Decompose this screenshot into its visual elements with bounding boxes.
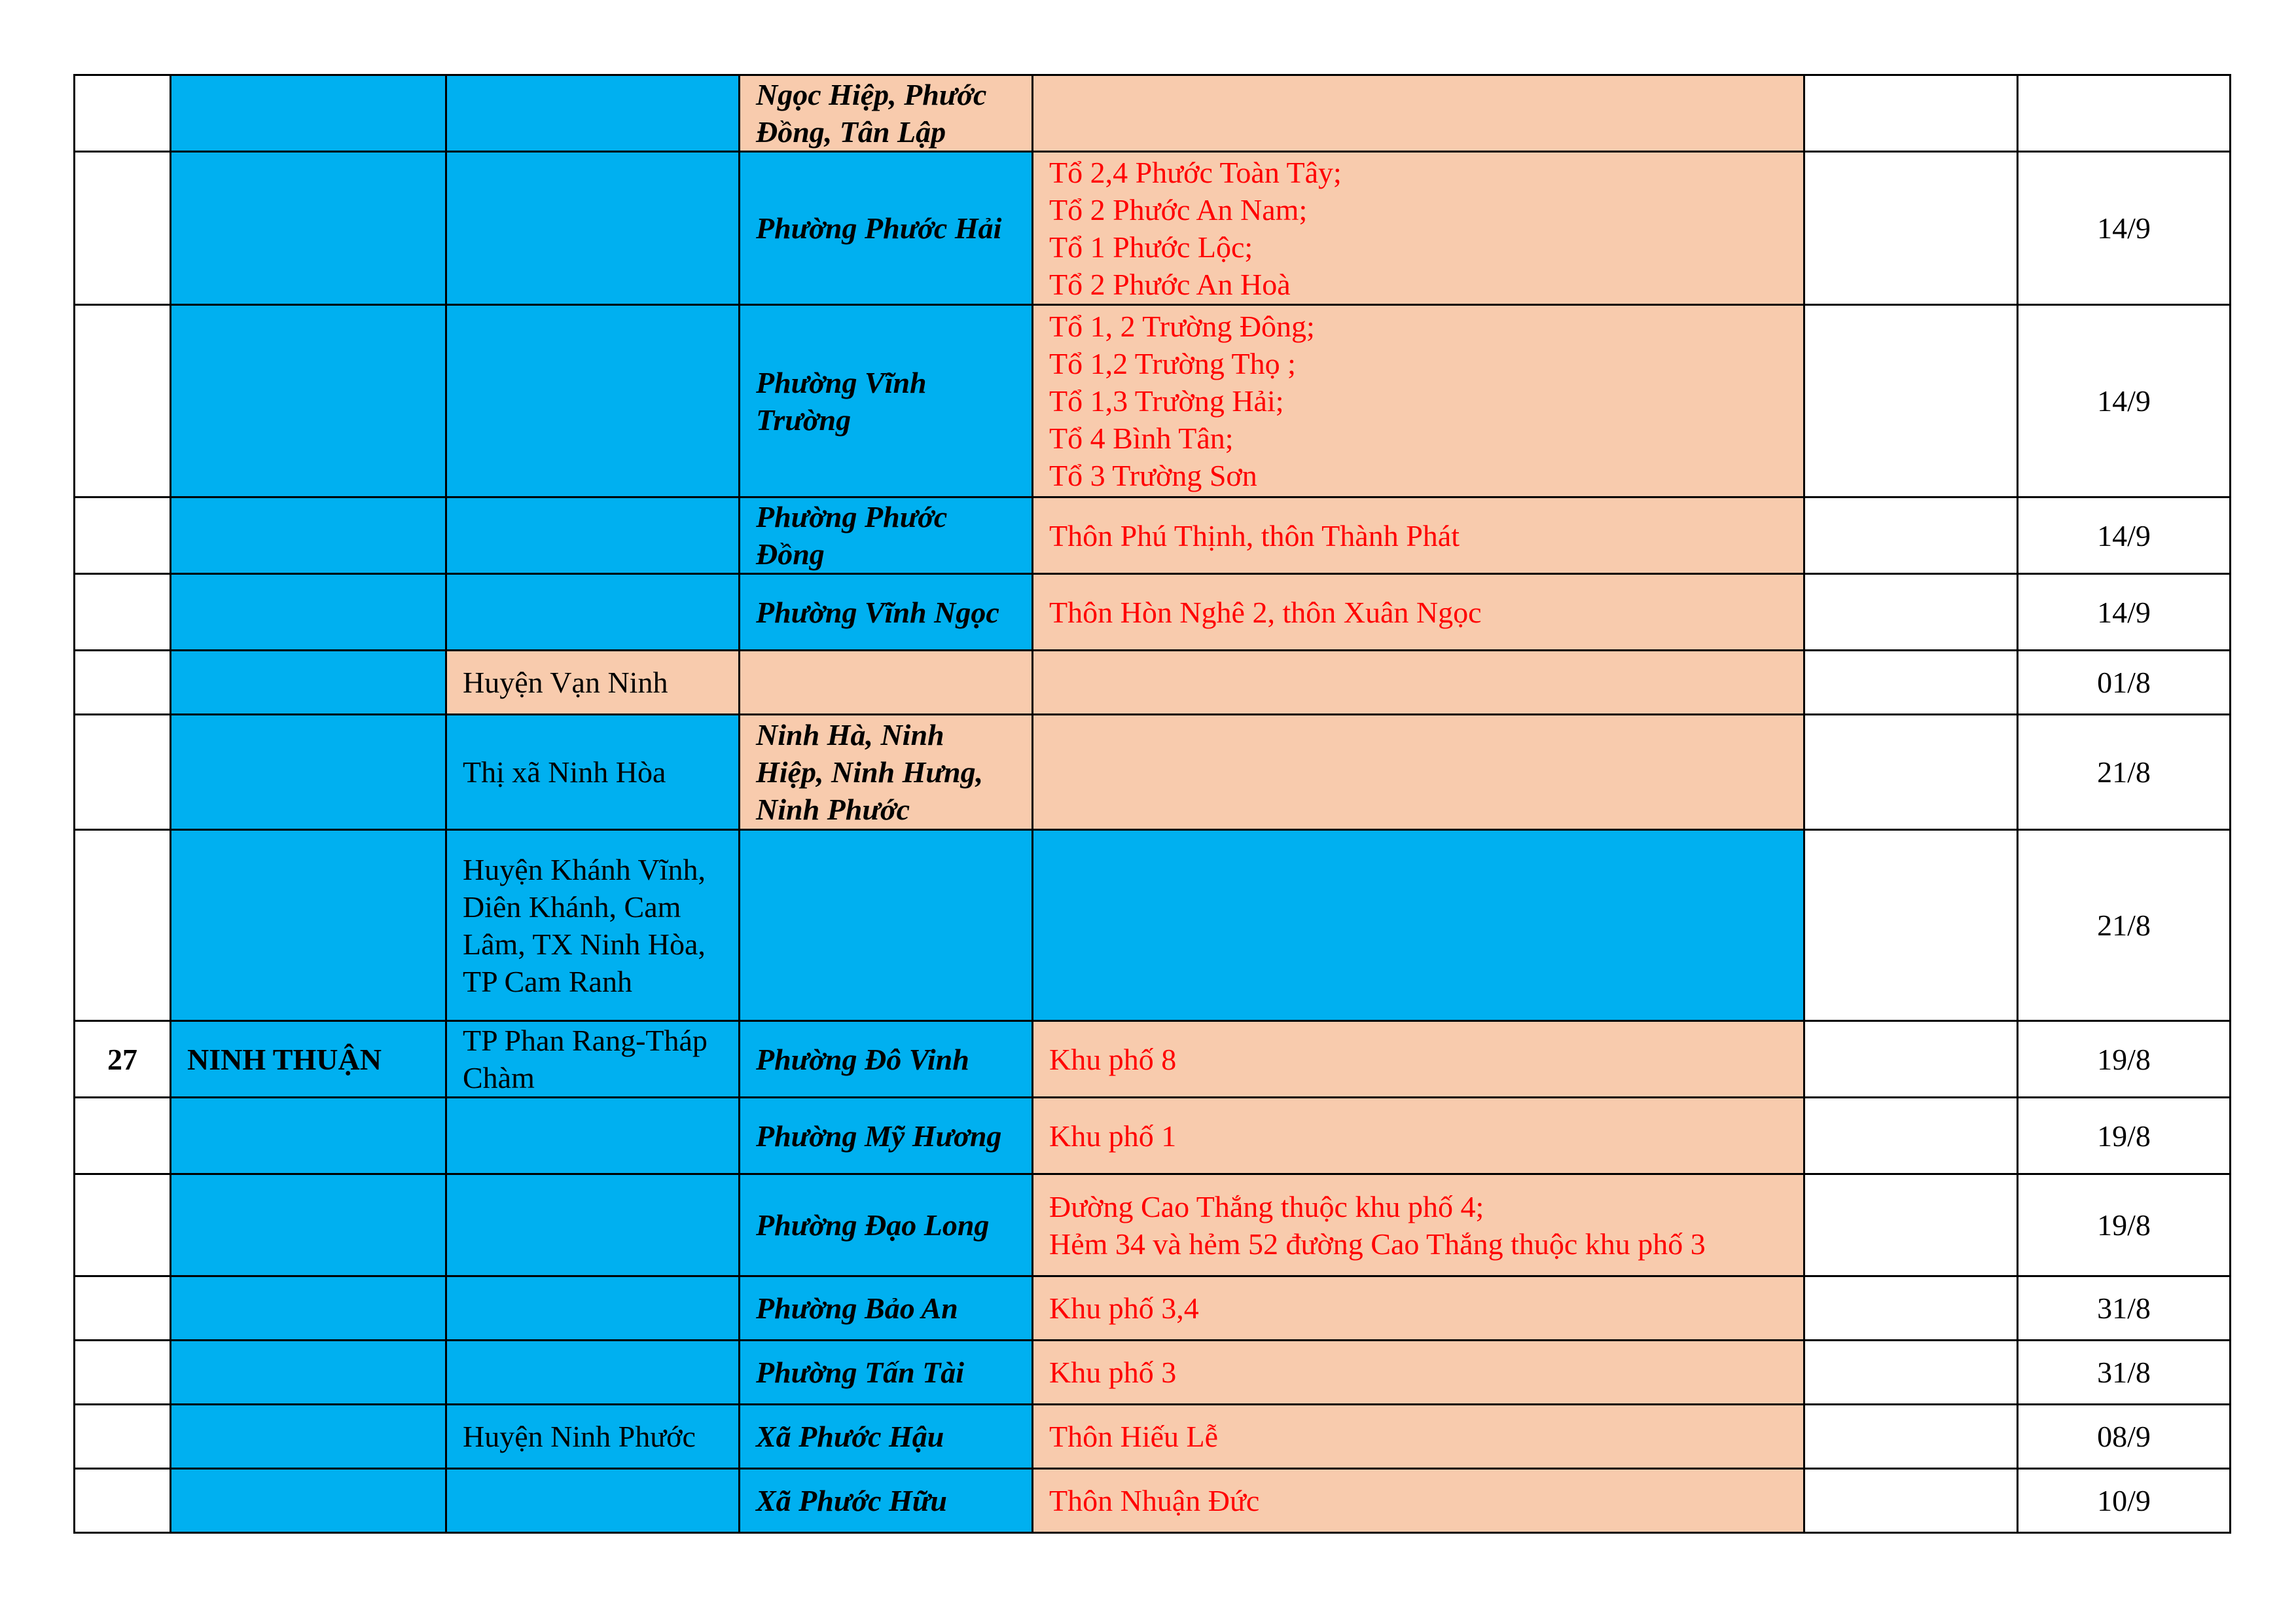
table-row: [75, 651, 2231, 715]
area-line: Thôn Hiếu Lễ: [1049, 1420, 1219, 1453]
district-cell: [446, 305, 740, 497]
stt-cell: [75, 1174, 171, 1276]
table-row: [75, 830, 2231, 1021]
table-row: [75, 1405, 2231, 1469]
table-row: [75, 75, 2231, 152]
area-cell: [1033, 1174, 1804, 1276]
district-cell: TP Phan Rang-Tháp Chàm: [446, 1021, 740, 1098]
province-cell: [171, 1341, 446, 1405]
district-cell: [446, 574, 740, 651]
stt-cell: [75, 1098, 171, 1174]
date-cell: 08/9: [2018, 1405, 2231, 1469]
district-cell: [446, 1341, 740, 1405]
area-line: Tổ 2 Phước An Hoà: [1049, 267, 1291, 301]
outbreak-area-table: [73, 74, 2231, 1534]
ward-cell: Xã Phước Hậu: [740, 1405, 1033, 1469]
province-cell: [171, 152, 446, 305]
blank-cell: [1804, 1174, 2018, 1276]
area-cell: [1033, 574, 1804, 651]
date-cell: 21/8: [2018, 830, 2231, 1021]
area-cell: [1033, 75, 1804, 152]
province-cell: [171, 1405, 446, 1469]
date-cell: 19/8: [2018, 1098, 2231, 1174]
stt-cell: [75, 1469, 171, 1533]
table-row: [75, 574, 2231, 651]
area-line: Khu phố 8: [1049, 1042, 1177, 1076]
stt-cell: [75, 1405, 171, 1469]
area-cell: [1033, 305, 1804, 497]
area-cell: [1033, 651, 1804, 715]
table-row: [75, 1341, 2231, 1405]
area-line: Khu phố 3: [1049, 1356, 1177, 1389]
date-cell: 10/9: [2018, 1469, 2231, 1533]
area-line: Thôn Hòn Nghê 2, thôn Xuân Ngọc: [1049, 595, 1482, 629]
area-cell: [1033, 1469, 1804, 1533]
blank-cell: [1804, 75, 2018, 152]
blank-cell: [1804, 1276, 2018, 1341]
table-row: [75, 1174, 2231, 1276]
district-cell: [446, 1098, 740, 1174]
area-line: Tổ 1,3 Trường Hải;: [1049, 384, 1284, 418]
ward-cell: Phường Đô Vinh: [740, 1021, 1033, 1098]
province-cell: [171, 1098, 446, 1174]
ward-cell: Phường Đạo Long: [740, 1174, 1033, 1276]
stt-cell: [75, 305, 171, 497]
province-cell: [171, 75, 446, 152]
table-row: [75, 305, 2231, 497]
stt-cell: [75, 152, 171, 305]
area-line: Tổ 2,4 Phước Toàn Tây;: [1049, 155, 1342, 189]
date-cell: [2018, 75, 2231, 152]
province-cell: [171, 651, 446, 715]
province-cell: [171, 305, 446, 497]
area-line: Thôn Nhuận Đức: [1049, 1484, 1260, 1517]
stt-cell: 27: [75, 1021, 171, 1098]
stt-cell: [75, 715, 171, 830]
stt-cell: [75, 830, 171, 1021]
district-cell: [446, 152, 740, 305]
stt-cell: [75, 497, 171, 574]
area-line: Thôn Phú Thịnh, thôn Thành Phát: [1049, 518, 1460, 552]
stt-cell: [75, 1341, 171, 1405]
area-line: Tổ 1,2 Trường Thọ ;: [1049, 347, 1296, 380]
area-line: Khu phố 1: [1049, 1119, 1177, 1153]
blank-cell: [1804, 1405, 2018, 1469]
district-cell: [446, 1276, 740, 1341]
stt-cell: [75, 1276, 171, 1341]
ward-cell: Ngọc Hiệp, Phước Đồng, Tân Lập: [740, 75, 1033, 152]
area-cell: [1033, 1341, 1804, 1405]
area-cell: [1033, 715, 1804, 830]
province-cell: [171, 1174, 446, 1276]
district-cell: Huyện Ninh Phước: [446, 1405, 740, 1469]
district-cell: [446, 1469, 740, 1533]
area-line: Tổ 2 Phước An Nam;: [1049, 192, 1308, 226]
ward-cell: Phường Mỹ Hương: [740, 1098, 1033, 1174]
area-line: Tổ 1 Phước Lộc;: [1049, 230, 1253, 264]
date-cell: 19/8: [2018, 1021, 2231, 1098]
stt-cell: [75, 75, 171, 152]
date-cell: 21/8: [2018, 715, 2231, 830]
stt-cell: [75, 574, 171, 651]
district-cell: Thị xã Ninh Hòa: [446, 715, 740, 830]
blank-cell: [1804, 1098, 2018, 1174]
blank-cell: [1804, 1021, 2018, 1098]
ward-cell: Phường Phước Hải: [740, 152, 1033, 305]
province-cell: [171, 1469, 446, 1533]
date-cell: 14/9: [2018, 152, 2231, 305]
date-cell: 14/9: [2018, 305, 2231, 497]
area-line: Hẻm 34 và hẻm 52 đường Cao Thắng thuộc khu phố 3: [1049, 1227, 1706, 1261]
area-line: Đường Cao Thắng thuộc khu phố 4;: [1049, 1189, 1484, 1223]
area-cell: [1033, 152, 1804, 305]
area-cell: [1033, 497, 1804, 574]
blank-cell: [1804, 305, 2018, 497]
area-line: Tổ 4 Bình Tân;: [1049, 422, 1234, 455]
date-cell: 19/8: [2018, 1174, 2231, 1276]
province-cell: [171, 1276, 446, 1341]
date-cell: 14/9: [2018, 574, 2231, 651]
area-cell: [1033, 1021, 1804, 1098]
area-line: Tổ 1, 2 Trường Đông;: [1049, 310, 1315, 343]
table-row: [75, 1098, 2231, 1174]
date-cell: 31/8: [2018, 1341, 2231, 1405]
province-cell: [171, 830, 446, 1021]
table-body: [75, 75, 2231, 1533]
table-row: [75, 497, 2231, 574]
table-row: [75, 1021, 2231, 1098]
blank-cell: [1804, 830, 2018, 1021]
area-line: Khu phố 3,4: [1049, 1291, 1199, 1325]
stt-cell: [75, 651, 171, 715]
district-cell: Huyện Vạn Ninh: [446, 651, 740, 715]
province-cell: [171, 497, 446, 574]
area-line: Tổ 3 Trường Sơn: [1049, 459, 1257, 492]
area-cell: [1033, 1276, 1804, 1341]
table-row: [75, 152, 2231, 305]
district-cell: [446, 1174, 740, 1276]
area-cell: [1033, 830, 1804, 1021]
ward-cell: Phường Vĩnh Trường: [740, 305, 1033, 497]
ward-cell: Phường Tấn Tài: [740, 1341, 1033, 1405]
province-cell: NINH THUẬN: [171, 1021, 446, 1098]
table-row: [75, 1276, 2231, 1341]
blank-cell: [1804, 1341, 2018, 1405]
district-cell: Huyện Khánh Vĩnh, Diên Khánh, Cam Lâm, TX Ninh Hòa, TP Cam Ranh: [446, 830, 740, 1021]
blank-cell: [1804, 715, 2018, 830]
table-row: [75, 1469, 2231, 1533]
blank-cell: [1804, 1469, 2018, 1533]
ward-cell: [740, 651, 1033, 715]
blank-cell: [1804, 574, 2018, 651]
date-cell: 14/9: [2018, 497, 2231, 574]
area-cell: [1033, 1098, 1804, 1174]
ward-cell: [740, 830, 1033, 1021]
blank-cell: [1804, 651, 2018, 715]
date-cell: 31/8: [2018, 1276, 2231, 1341]
district-cell: [446, 75, 740, 152]
ward-cell: Phường Phước Đồng: [740, 497, 1033, 574]
date-cell: 01/8: [2018, 651, 2231, 715]
ward-cell: Ninh Hà, Ninh Hiệp, Ninh Hưng, Ninh Phước: [740, 715, 1033, 830]
table-row: [75, 715, 2231, 830]
ward-cell: Phường Bảo An: [740, 1276, 1033, 1341]
ward-cell: Phường Vĩnh Ngọc: [740, 574, 1033, 651]
blank-cell: [1804, 497, 2018, 574]
district-cell: [446, 497, 740, 574]
province-cell: [171, 574, 446, 651]
area-cell: [1033, 1405, 1804, 1469]
ward-cell: Xã Phước Hữu: [740, 1469, 1033, 1533]
blank-cell: [1804, 152, 2018, 305]
province-cell: [171, 715, 446, 830]
